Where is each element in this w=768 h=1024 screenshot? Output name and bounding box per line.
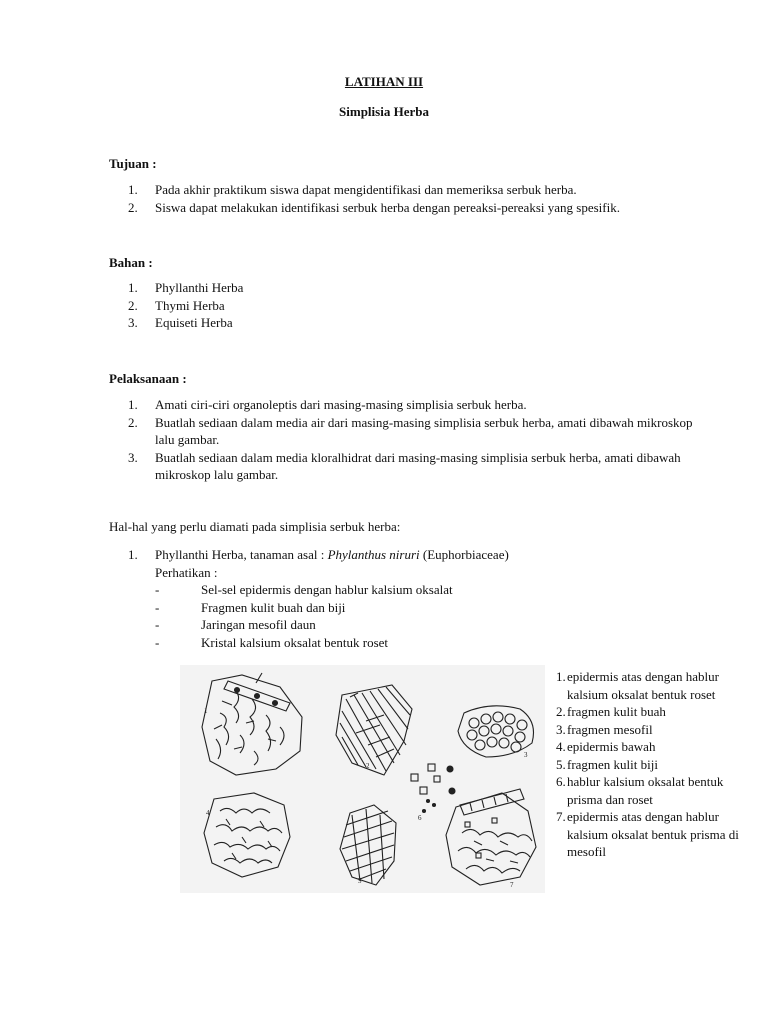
list-number: 2. bbox=[128, 297, 138, 313]
list-item bbox=[109, 279, 729, 297]
list-item bbox=[109, 199, 729, 217]
fragment-5-kulit-biji bbox=[340, 805, 396, 885]
list-number: 3. bbox=[128, 315, 138, 330]
bahan-list bbox=[109, 279, 729, 332]
legend-item bbox=[556, 721, 756, 739]
list-item bbox=[109, 396, 709, 414]
legend-item bbox=[556, 668, 756, 703]
figure-number-4: 4 bbox=[206, 809, 210, 817]
figure-legend bbox=[556, 668, 756, 861]
page-title: LATIHAN III bbox=[344, 74, 424, 89]
observation-point: - Fragmen kulit buah dan biji bbox=[155, 599, 346, 615]
perhatikan-label: Perhatikan : bbox=[155, 564, 218, 580]
list-item bbox=[109, 181, 729, 199]
list-text: Pada akhir praktikum siswa dapat mengidentifikasi dan memeriksa serbuk herba. bbox=[155, 182, 577, 197]
legend-item bbox=[556, 756, 756, 774]
list-item bbox=[109, 414, 709, 449]
page-subtitle: Simplisia Herba bbox=[339, 104, 429, 119]
figure-number-7: 7 bbox=[510, 881, 514, 889]
list-text: Buatlah sediaan dalam media kloralhidrat dari masing-masing simplisia serbuk herba, amati dibawah mikroskop lalu gambar. bbox=[155, 449, 681, 482]
list-text: Phyllanthi Herba bbox=[155, 280, 244, 295]
microscopy-figure bbox=[180, 665, 545, 893]
pelaksanaan-heading: Pelaksanaan : bbox=[109, 371, 187, 386]
list-item bbox=[109, 449, 709, 484]
dash-marker: - bbox=[155, 582, 160, 597]
list-number: 1. bbox=[128, 397, 138, 412]
fragment-4-epidermis-bawah bbox=[204, 793, 290, 877]
list-number: 2. bbox=[128, 199, 138, 215]
fragment-2-kulit-buah bbox=[336, 685, 412, 775]
legend-number: 2. bbox=[556, 704, 566, 719]
tujuan-list bbox=[109, 181, 729, 216]
item-prefix: Phyllanthi Herba, tanaman asal : bbox=[155, 547, 328, 562]
legend-item bbox=[556, 773, 756, 808]
list-text: Equiseti Herba bbox=[155, 315, 233, 330]
list-item bbox=[109, 314, 729, 332]
figure-number-2: 2 bbox=[366, 762, 370, 770]
legend-text: epidermis bawah bbox=[567, 739, 656, 754]
legend-item bbox=[556, 738, 756, 756]
dash-marker: - bbox=[155, 617, 160, 632]
legend-text: hablur kalsium oksalat bentuk prisma dan roset bbox=[567, 774, 724, 807]
tujuan-heading: Tujuan : bbox=[109, 156, 157, 171]
pelaksanaan-list bbox=[109, 396, 709, 484]
diamati-intro: Hal-hal yang perlu diamati pada simplisia serbuk herba: bbox=[109, 519, 401, 534]
list-text: Amati ciri-ciri organoleptis dari masing-masing simplisia serbuk herba. bbox=[155, 397, 527, 412]
legend-item bbox=[556, 808, 756, 861]
diamati-list bbox=[109, 546, 729, 651]
list-number: 3. bbox=[128, 449, 138, 465]
species-name: Phylanthus niruri bbox=[327, 547, 420, 562]
fragment-6-hablur bbox=[411, 764, 455, 813]
legend-number: 1. bbox=[556, 669, 566, 684]
fragment-3-mesofil bbox=[458, 706, 534, 757]
list-number: 1. bbox=[128, 547, 138, 562]
legend-number: 5. bbox=[556, 756, 566, 772]
legend-text: epidermis atas dengan hablur kalsium oksalat bentuk prisma di mesofil bbox=[567, 809, 739, 859]
family-name: (Euphorbiaceae) bbox=[419, 547, 509, 562]
legend-number: 6. bbox=[556, 774, 566, 789]
figure-number-1: 1 bbox=[204, 707, 208, 715]
figure-number-6: 6 bbox=[418, 814, 422, 822]
observation-point: - Jaringan mesofil daun bbox=[155, 617, 316, 632]
list-number: 1. bbox=[128, 280, 138, 295]
figure-number-5: 5 bbox=[358, 877, 362, 885]
observation-point: - Kristal kalsium oksalat bentuk roset bbox=[155, 634, 389, 650]
list-number: 2. bbox=[128, 414, 138, 430]
fragment-1-epidermis-atas bbox=[202, 673, 302, 775]
microscopy-drawing bbox=[180, 665, 545, 893]
legend-number: 7. bbox=[556, 809, 566, 824]
list-number: 1. bbox=[128, 182, 138, 197]
legend-text: epidermis atas dengan hablur kalsium oksalat bentuk roset bbox=[567, 669, 719, 702]
legend-text: fragmen kulit biji bbox=[567, 756, 658, 772]
list-item bbox=[109, 297, 729, 315]
dash-marker: - bbox=[155, 634, 160, 650]
list-text: Siswa dapat melakukan identifikasi serbuk herba dengan pereaksi-pereaksi yang spesifik. bbox=[155, 199, 620, 215]
legend-number: 3. bbox=[556, 721, 566, 737]
observation-point: - Sel-sel epidermis dengan hablur kalsium oksalat bbox=[155, 582, 453, 597]
list-item bbox=[109, 546, 729, 651]
list-text: Buatlah sediaan dalam media air dari masing-masing simplisia serbuk herba, amati dibawah mikroskop lalu gambar. bbox=[155, 414, 693, 447]
legend-number: 4. bbox=[556, 739, 566, 754]
legend-text: fragmen mesofil bbox=[567, 721, 653, 737]
figure-number-3: 3 bbox=[524, 751, 528, 759]
observation-points bbox=[155, 581, 729, 651]
bahan-heading: Bahan : bbox=[109, 255, 153, 270]
dash-marker: - bbox=[155, 599, 160, 615]
legend-text: fragmen kulit buah bbox=[567, 704, 666, 719]
fragment-7-epidermis-prisma bbox=[446, 789, 536, 885]
list-text: Thymi Herba bbox=[155, 297, 225, 313]
legend-item bbox=[556, 703, 756, 721]
